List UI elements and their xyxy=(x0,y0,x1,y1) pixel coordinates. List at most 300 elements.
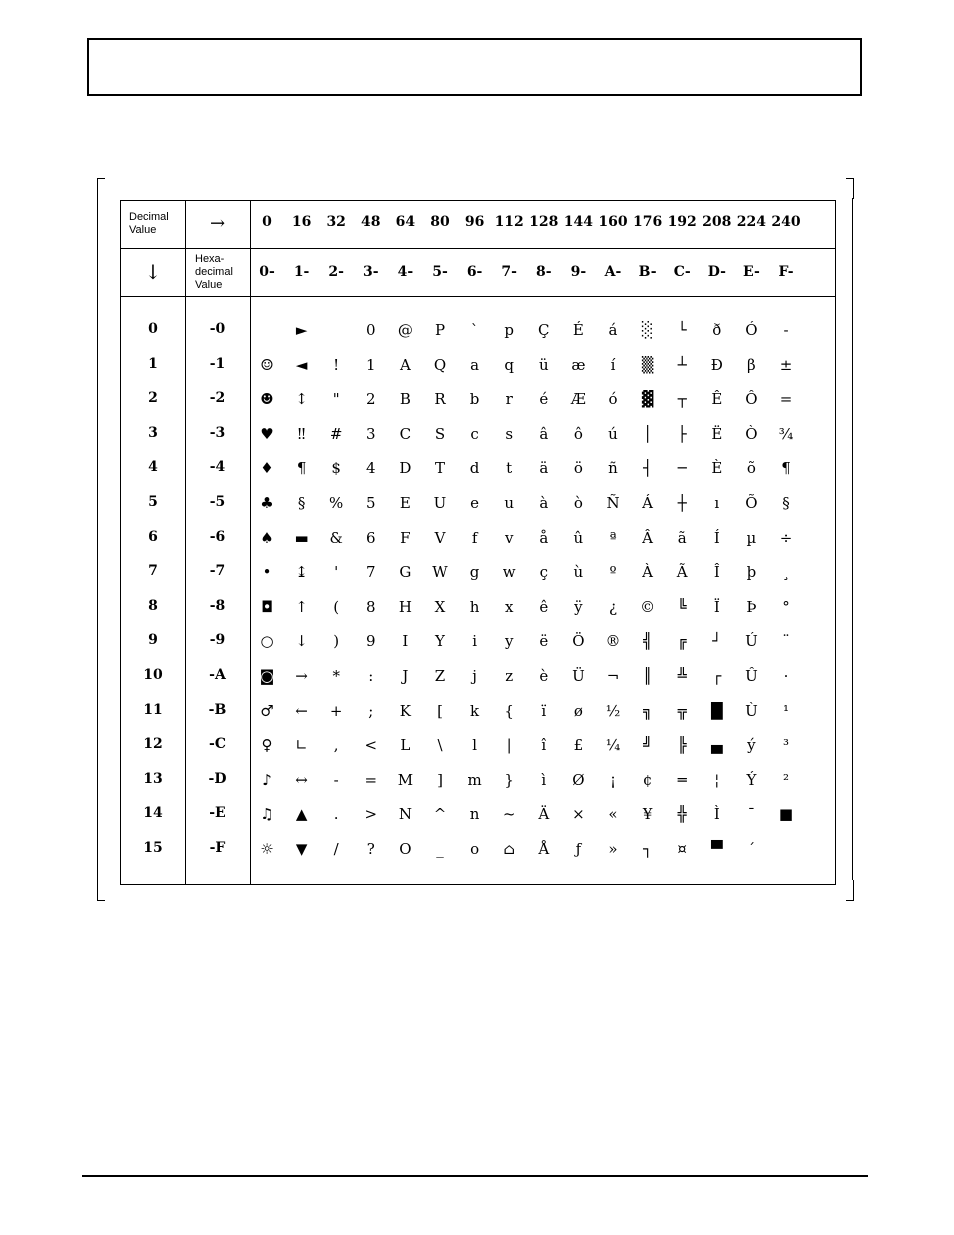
character-cell: ı xyxy=(714,494,720,512)
character-cell: x xyxy=(504,597,514,616)
character-cell: I xyxy=(402,632,409,651)
character-cell: ╣ xyxy=(643,632,653,651)
column-hex-header: 0- xyxy=(259,264,275,280)
character-cell: ¢ xyxy=(642,770,653,789)
row-decimal-label: 7 xyxy=(148,563,158,580)
column-hex-header: C- xyxy=(673,264,691,280)
character-cell: ◙ xyxy=(259,667,275,685)
character-cell: ¿ xyxy=(608,597,618,616)
row-hex-label: -2 xyxy=(209,390,226,407)
character-cell: ô xyxy=(573,424,583,443)
character-cell: ♀ xyxy=(261,736,273,755)
character-cell: ' xyxy=(334,563,339,582)
character-cell: ç xyxy=(539,563,548,582)
row-decimal-label: 12 xyxy=(143,736,163,753)
character-cell: Ò xyxy=(745,424,758,443)
character-cell: T xyxy=(434,459,445,478)
character-cell: ↔ xyxy=(295,770,308,789)
character-cell: a xyxy=(470,355,480,374)
frame-corner xyxy=(97,178,105,199)
character-cell: 8 xyxy=(366,597,376,616)
character-cell: ▼ xyxy=(295,840,308,858)
character-cell: Å xyxy=(538,840,550,858)
character-cell: s xyxy=(505,424,514,443)
character-cell: Q xyxy=(433,355,447,374)
character-cell: $ xyxy=(331,459,341,478)
character-cell: á xyxy=(608,321,618,339)
character-cell: ╝ xyxy=(643,736,653,755)
character-cell: & xyxy=(329,528,343,547)
character-cell: º xyxy=(609,563,617,582)
character-cell: • xyxy=(262,563,272,582)
character-cell: Ê xyxy=(711,390,723,409)
row-hex-label: -3 xyxy=(209,424,226,441)
character-cell: ~ xyxy=(502,805,516,824)
character-cell: R xyxy=(434,390,446,409)
character-cell: m xyxy=(467,770,482,789)
character-cell: ƒ xyxy=(575,840,582,858)
character-cell: ☼ xyxy=(260,840,274,858)
character-cell: ▬ xyxy=(294,528,309,547)
character-cell: = xyxy=(364,770,378,789)
character-cell: è xyxy=(539,667,549,685)
character-cell: · xyxy=(783,667,789,685)
row-decimal-label: 4 xyxy=(148,459,158,476)
character-cell: O xyxy=(399,840,412,858)
character-cell: ¦ xyxy=(714,770,720,789)
row-hex-label: -0 xyxy=(209,321,226,337)
character-cell: Ä xyxy=(538,805,550,824)
character-cell: A xyxy=(399,355,411,374)
character-cell: ◘ xyxy=(261,597,273,616)
character-cell: õ xyxy=(746,459,756,478)
column-hex-header: 7- xyxy=(501,264,517,280)
decimal-label-line: Decimal xyxy=(129,211,169,223)
character-cell: ÿ xyxy=(574,597,583,616)
frame-side xyxy=(97,198,98,880)
character-cell: ↨ xyxy=(295,563,308,582)
character-cell: 1 xyxy=(366,355,376,374)
character-cell: S xyxy=(434,424,446,443)
character-cell: ¹ xyxy=(782,701,789,720)
character-cell: H xyxy=(398,597,412,616)
character-cell: ] xyxy=(437,770,443,789)
character-cell: i xyxy=(472,632,477,651)
character-cell: o xyxy=(470,840,480,858)
character-cell: ─ xyxy=(677,459,687,478)
character-cell: ( xyxy=(333,597,340,616)
row-decimal-label: 9 xyxy=(148,632,158,649)
frame-corner xyxy=(97,880,105,901)
character-cell: M xyxy=(397,770,414,789)
row-decimal-label: 0 xyxy=(148,321,158,337)
character-cell: ┘ xyxy=(712,632,722,651)
character-code-table xyxy=(120,200,836,885)
row-hex-label: -D xyxy=(208,770,227,787)
character-cell: ® xyxy=(605,632,621,651)
character-cell: ♣ xyxy=(260,494,274,512)
character-cell: ‼ xyxy=(297,424,306,443)
row-decimal-label: 8 xyxy=(148,597,158,614)
column-decimal-header: 208 xyxy=(702,214,732,230)
character-cell: ► xyxy=(295,321,308,339)
character-cell: ↓ xyxy=(295,632,308,651)
column-hex-header: B- xyxy=(638,264,657,280)
row-hex-label: -5 xyxy=(209,494,226,510)
character-cell: Þ xyxy=(746,597,757,616)
character-cell: ┼ xyxy=(677,494,687,512)
character-cell: ñ xyxy=(608,459,618,478)
character-cell: ∟ xyxy=(295,736,308,755)
character-cell: ¶ xyxy=(781,459,791,478)
character-cell: ³ xyxy=(782,736,789,755)
row-hex-label: -1 xyxy=(209,355,226,372)
character-cell: ± xyxy=(779,355,793,374)
character-cell: 9 xyxy=(366,632,376,651)
character-cell: - xyxy=(783,321,789,339)
character-cell: ª xyxy=(609,528,617,547)
character-cell: Ð xyxy=(710,355,723,374)
character-cell: ä xyxy=(539,459,549,478)
character-cell: + xyxy=(329,701,343,720)
character-cell: ? xyxy=(366,840,375,858)
character-cell: ! xyxy=(333,355,340,374)
character-cell: ┐ xyxy=(643,840,653,858)
column-hex-header: 9- xyxy=(570,264,587,280)
header-box xyxy=(87,38,862,96)
character-cell: ù xyxy=(573,563,584,582)
character-cell: ♫ xyxy=(260,805,274,824)
character-cell: q xyxy=(504,355,514,374)
character-cell: ← xyxy=(295,701,308,720)
character-cell: v xyxy=(504,528,514,547)
character-cell: ã xyxy=(677,528,687,547)
character-cell: ■ xyxy=(778,805,794,824)
character-cell: ¤ xyxy=(677,840,687,858)
character-cell: * xyxy=(332,667,340,685)
hexa-label-line: Value xyxy=(195,279,223,291)
character-cell: É xyxy=(572,321,584,339)
character-cell: ▀ xyxy=(711,840,723,858)
character-cell: ╚ xyxy=(677,597,687,616)
column-decimal-header: 128 xyxy=(529,214,559,230)
character-cell: └ xyxy=(677,321,687,339)
character-cell: c xyxy=(470,424,479,443)
character-cell: │ xyxy=(643,424,653,443)
row-hex-label: -8 xyxy=(209,597,226,614)
character-cell: î xyxy=(541,736,547,755)
character-cell: Ï xyxy=(713,597,720,616)
column-decimal-header: 96 xyxy=(464,214,485,230)
character-cell: Ö xyxy=(572,632,585,651)
character-cell: Û xyxy=(745,667,758,685)
character-cell: © xyxy=(640,597,656,616)
character-cell: n xyxy=(469,805,480,824)
column-decimal-header: 80 xyxy=(430,214,450,230)
character-cell: 0 xyxy=(366,321,376,339)
character-cell: p xyxy=(504,321,514,339)
column-hex-header: 1- xyxy=(293,264,310,280)
character-cell: ^ xyxy=(433,805,447,824)
character-cell: « xyxy=(608,805,618,824)
character-cell: ¡ xyxy=(609,770,617,789)
column-hex-header: E- xyxy=(743,264,760,280)
character-cell: " xyxy=(332,390,340,409)
character-cell: _ xyxy=(436,840,444,858)
character-cell: Ñ xyxy=(606,494,620,512)
column-hex-header: 5- xyxy=(432,264,448,280)
character-cell: E xyxy=(399,494,411,512)
row-hex-label: -6 xyxy=(209,528,226,545)
character-cell: þ xyxy=(746,563,757,582)
character-cell: d xyxy=(469,459,480,478)
character-cell: È xyxy=(711,459,723,478)
character-cell: u xyxy=(504,494,515,512)
character-cell: ↕ xyxy=(295,390,308,409)
character-cell: Õ xyxy=(745,494,758,512)
row-decimal-label: 13 xyxy=(143,770,163,787)
character-cell: Ó xyxy=(745,321,758,339)
character-cell: f xyxy=(471,528,478,547)
divider xyxy=(121,248,835,249)
character-cell: ¨ xyxy=(782,632,790,651)
character-cell: = xyxy=(779,390,793,409)
character-cell: ▒ xyxy=(641,355,654,374)
character-cell: ° xyxy=(782,597,790,616)
down-arrow-icon: ↓ xyxy=(144,260,162,284)
row-hex-label: -B xyxy=(208,701,227,718)
character-cell: ² xyxy=(782,770,789,789)
character-cell: ⌂ xyxy=(503,840,515,858)
row-decimal-label: 2 xyxy=(148,390,158,407)
character-cell: ▄ xyxy=(711,736,723,755)
character-cell: ╩ xyxy=(677,667,687,685)
character-cell: , xyxy=(333,736,339,755)
character-cell: ┌ xyxy=(712,667,722,685)
row-hex-label: -C xyxy=(209,736,226,753)
character-cell: 5 xyxy=(366,494,376,512)
character-cell: ý xyxy=(747,736,756,755)
row-decimal-label: 14 xyxy=(143,805,163,822)
character-cell: ╠ xyxy=(677,736,687,755)
frame-corner xyxy=(846,880,854,901)
character-cell: Y xyxy=(435,632,445,651)
row-decimal-label: 11 xyxy=(143,701,163,718)
column-decimal-header: 144 xyxy=(563,214,593,230)
frame-corner xyxy=(846,178,854,199)
character-cell: X xyxy=(434,597,446,616)
row-hex-label: -A xyxy=(209,667,226,683)
character-cell: À xyxy=(642,563,654,582)
character-cell: [ xyxy=(437,701,443,720)
character-cell: ¼ xyxy=(605,736,621,755)
character-cell: » xyxy=(608,840,618,858)
row-decimal-label: 10 xyxy=(143,667,163,683)
character-cell: Ë xyxy=(711,424,723,443)
character-cell: ¬ xyxy=(606,667,620,685)
character-cell: w xyxy=(502,563,516,582)
character-cell: D xyxy=(399,459,412,478)
character-cell: Ã xyxy=(676,563,688,582)
character-cell: \ xyxy=(437,736,443,755)
character-cell: | xyxy=(506,736,512,755)
row-hex-label: -E xyxy=(209,805,226,822)
character-cell: V xyxy=(434,528,446,547)
frame-side xyxy=(852,198,853,880)
row-hex-label: -4 xyxy=(209,459,226,476)
character-cell: í xyxy=(610,355,616,374)
row-hex-label: -9 xyxy=(209,632,226,649)
character-cell: § xyxy=(297,494,306,512)
character-cell: § xyxy=(782,494,790,512)
character-cell: P xyxy=(434,321,446,339)
character-cell: £ xyxy=(573,736,584,755)
character-cell: ; xyxy=(368,701,374,720)
column-hex-header: 6- xyxy=(466,264,483,280)
character-cell: K xyxy=(399,701,411,720)
character-cell: ╬ xyxy=(677,805,687,824)
character-cell: ├ xyxy=(677,424,687,443)
character-cell: ♥ xyxy=(260,424,274,443)
row-decimal-label: 6 xyxy=(148,528,158,545)
character-cell: - xyxy=(333,770,339,789)
character-cell: k xyxy=(470,701,480,720)
column-decimal-header: 240 xyxy=(771,214,801,230)
character-cell: ☻ xyxy=(260,390,274,409)
character-cell: â xyxy=(539,424,549,443)
character-cell: → xyxy=(295,667,308,685)
character-cell: r xyxy=(505,390,513,409)
character-cell: ó xyxy=(608,390,618,409)
character-cell: å xyxy=(539,528,549,547)
character-cell: @ xyxy=(397,321,413,339)
character-cell: Í xyxy=(713,528,720,547)
character-cell: ♦ xyxy=(260,459,274,478)
character-cell: L xyxy=(400,736,411,755)
right-arrow-icon: → xyxy=(209,213,226,234)
character-cell: β xyxy=(747,355,756,374)
character-cell: < xyxy=(364,736,378,755)
character-cell: ♠ xyxy=(260,528,274,547)
hexadecimal-value-label xyxy=(195,253,233,292)
character-cell: Z xyxy=(434,667,446,685)
character-cell: ì xyxy=(541,770,547,789)
character-cell: █ xyxy=(711,701,723,720)
character-cell: û xyxy=(573,528,584,547)
row-decimal-label: 5 xyxy=(148,494,158,510)
character-cell: ¾ xyxy=(778,424,794,443)
character-cell: C xyxy=(399,424,412,443)
divider xyxy=(121,296,835,297)
column-hex-header: 2- xyxy=(328,264,344,280)
character-cell: Â xyxy=(642,528,654,547)
character-cell: Ç xyxy=(538,321,550,339)
character-cell: 4 xyxy=(366,459,376,478)
character-cell: U xyxy=(433,494,447,512)
character-cell: µ xyxy=(746,528,757,547)
column-decimal-header: 64 xyxy=(395,214,416,230)
column-hex-header: 8- xyxy=(536,264,552,280)
character-cell: à xyxy=(539,494,549,512)
row-decimal-label: 1 xyxy=(148,355,158,372)
character-cell: ↑ xyxy=(295,597,308,616)
column-hex-header: 4- xyxy=(397,264,414,280)
character-cell: % xyxy=(329,494,344,512)
column-hex-header: D- xyxy=(707,264,726,280)
character-cell: ║ xyxy=(643,667,653,685)
decimal-label-line: Value xyxy=(129,224,157,236)
character-cell: ö xyxy=(573,459,583,478)
character-cell: # xyxy=(329,424,343,443)
character-cell: 7 xyxy=(366,563,376,582)
character-cell: é xyxy=(539,390,549,409)
hexa-label-line: Hexa- xyxy=(195,253,225,265)
character-cell: t xyxy=(506,459,513,478)
character-cell: ╔ xyxy=(677,632,687,651)
character-cell: B xyxy=(399,390,411,409)
character-cell: 2 xyxy=(366,390,376,409)
character-cell: ` xyxy=(470,321,479,339)
character-cell: } xyxy=(504,770,514,789)
column-hex-header: 3- xyxy=(363,264,379,280)
character-cell: W xyxy=(432,563,448,582)
character-cell: Ø xyxy=(572,770,585,789)
character-cell: Ý xyxy=(746,770,757,789)
character-cell: ┤ xyxy=(643,459,653,478)
character-cell: ) xyxy=(333,632,340,651)
character-cell: ¸ xyxy=(782,563,790,582)
character-cell: ë xyxy=(539,632,549,651)
character-cell: Ù xyxy=(745,701,758,720)
character-cell: ¶ xyxy=(296,459,307,478)
row-decimal-label: 3 xyxy=(148,424,158,441)
character-cell: y xyxy=(504,632,514,651)
character-cell: ◄ xyxy=(295,355,308,374)
column-decimal-header: 48 xyxy=(361,214,381,230)
row-decimal-label: 15 xyxy=(143,840,163,856)
column-decimal-header: 192 xyxy=(667,214,697,230)
character-cell: ┬ xyxy=(677,390,687,409)
column-decimal-header: 160 xyxy=(598,214,628,230)
character-cell: ♂ xyxy=(260,701,274,720)
character-cell: Á xyxy=(642,494,654,512)
character-cell: Ì xyxy=(713,805,720,824)
character-cell: ▓ xyxy=(641,390,654,409)
character-cell: z xyxy=(505,667,514,685)
character-cell: l xyxy=(472,736,477,755)
column-decimal-header: 32 xyxy=(326,214,346,230)
character-cell: ú xyxy=(608,424,618,443)
character-cell: ☺ xyxy=(260,355,274,374)
character-cell: e xyxy=(470,494,480,512)
character-cell: ø xyxy=(573,701,583,720)
character-cell: ░ xyxy=(641,321,654,339)
row-hex-label: -7 xyxy=(209,563,226,580)
character-cell: ♪ xyxy=(262,770,272,789)
character-cell: N xyxy=(398,805,412,824)
character-cell: ½ xyxy=(605,701,621,720)
character-cell: / xyxy=(333,840,339,858)
character-cell: ÷ xyxy=(779,528,793,547)
character-cell: J xyxy=(402,667,409,685)
character-cell: 6 xyxy=(366,528,376,547)
character-cell: × xyxy=(572,805,585,824)
character-cell: ▲ xyxy=(295,805,308,824)
character-cell: ò xyxy=(573,494,583,512)
column-decimal-header: 112 xyxy=(494,214,524,230)
character-cell: ┴ xyxy=(677,355,687,374)
character-cell: { xyxy=(504,701,514,720)
